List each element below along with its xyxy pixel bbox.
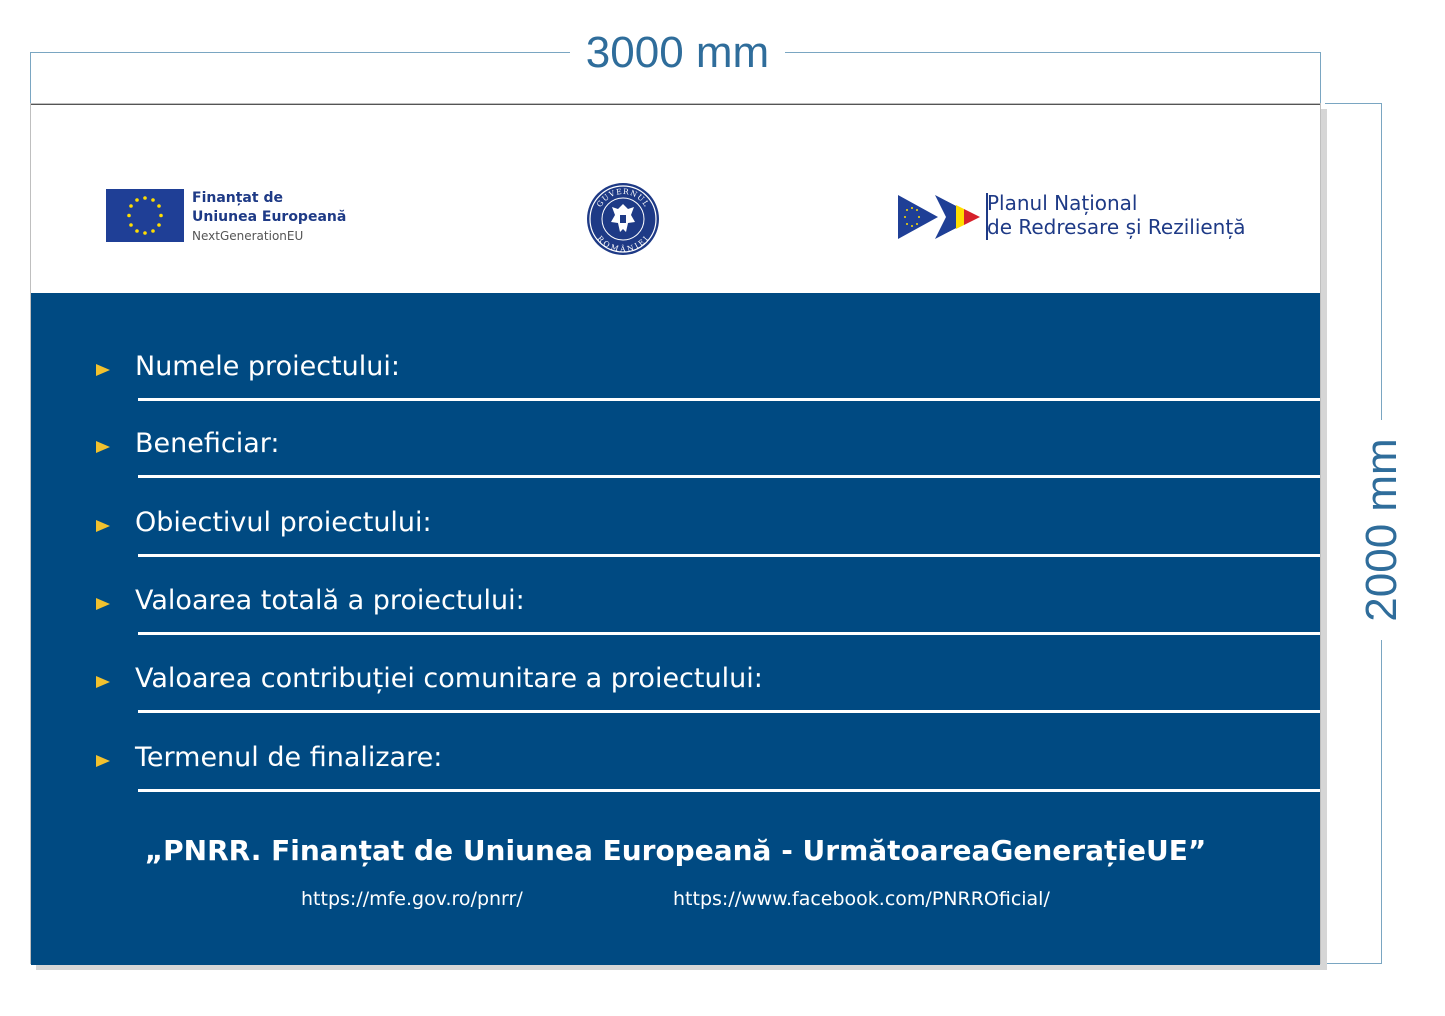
pnrr-arrows-icon — [898, 193, 982, 241]
pnrr-logo-line2: de Redresare și Reziliență — [987, 215, 1246, 239]
field-label: Numele proiectului: — [135, 351, 400, 382]
logo-header — [31, 104, 1320, 293]
height-dimension-tick-top — [1325, 103, 1382, 104]
bullet-arrow-icon — [96, 364, 110, 376]
field-underline — [138, 710, 1320, 713]
field-label: Termenul de finalizare: — [135, 742, 443, 773]
field-project-name — [31, 341, 1320, 401]
height-dimension-label — [1355, 420, 1409, 640]
bullet-arrow-icon — [96, 676, 110, 688]
bullet-arrow-icon — [96, 520, 110, 532]
slogan-text: „PNRR. Finanțat de Uniunea Europeană - UrmătoareaGenerațieUE” — [144, 834, 1207, 867]
field-label: Valoarea totală a proiectului: — [135, 585, 525, 616]
height-dimension-tick-bottom — [1325, 963, 1382, 964]
pnrr-logo-text — [987, 191, 1245, 239]
eu-logo-text — [192, 189, 392, 243]
eu-flag-icon — [106, 189, 184, 242]
field-label: Obiectivul proiectului: — [135, 507, 432, 538]
field-completion-deadline — [31, 732, 1320, 792]
width-dimension-tick-left — [30, 52, 31, 103]
field-underline — [138, 789, 1320, 792]
pnrr-logo-line1: Planul Național — [987, 191, 1138, 215]
field-underline — [138, 398, 1320, 401]
bullet-arrow-icon — [96, 441, 110, 453]
field-label: Beneficiar: — [135, 428, 280, 459]
seal-bottom-text: ROMÂNIEI — [595, 233, 651, 254]
field-underline — [138, 475, 1320, 478]
field-beneficiary — [31, 418, 1320, 478]
field-underline — [138, 632, 1320, 635]
pnrr-logo — [898, 191, 1278, 247]
info-body — [31, 293, 1320, 965]
gov-link[interactable]: https://mfe.gov.ro/pnrr/ — [301, 888, 523, 910]
eu-logo-line1: Finanțat de — [192, 190, 283, 206]
field-total-value — [31, 575, 1320, 635]
seal-top-text: GUVERNUL — [594, 186, 652, 209]
romanian-government-seal-icon — [586, 182, 660, 256]
bullet-arrow-icon — [96, 755, 110, 767]
field-community-contribution — [31, 653, 1320, 713]
height-dimension-text: 2000 mm — [1357, 438, 1406, 622]
width-dimension-label: 3000 mm — [570, 26, 785, 80]
facebook-link[interactable]: https://www.facebook.com/PNRROficial/ — [673, 888, 1050, 910]
width-dimension-tick-right — [1320, 52, 1321, 103]
eu-logo-line2: Uniunea Europeană — [192, 209, 347, 225]
field-objective — [31, 497, 1320, 557]
bullet-arrow-icon — [96, 598, 110, 610]
eu-logo-line3: NextGenerationEU — [192, 229, 304, 243]
field-underline — [138, 554, 1320, 557]
field-label: Valoarea contribuției comunitare a proiectului: — [135, 663, 763, 694]
billboard-panel — [30, 103, 1321, 964]
